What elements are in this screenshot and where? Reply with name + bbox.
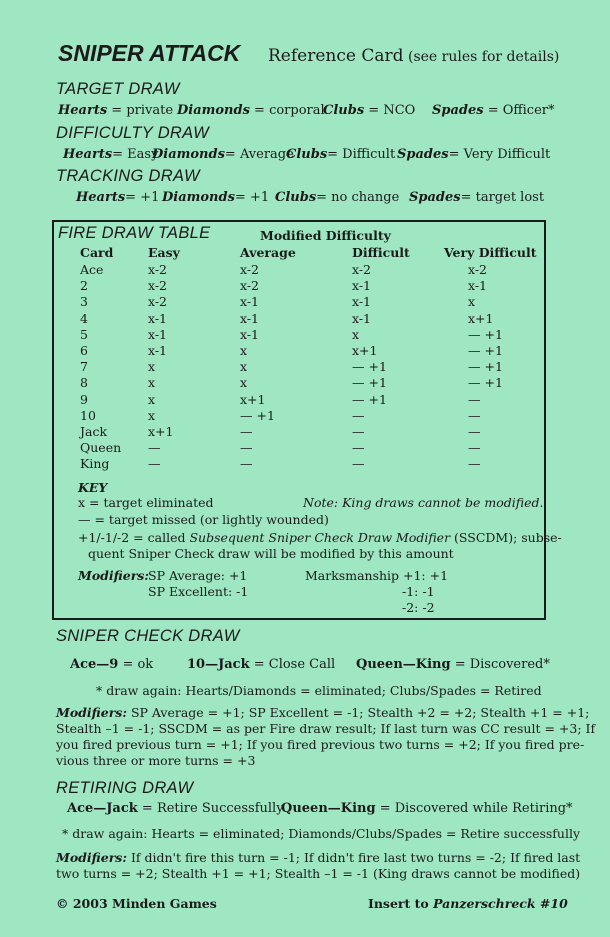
fire-table-result-cell: x-1 bbox=[148, 326, 168, 342]
fire-table-card-cell: Jack bbox=[80, 424, 108, 439]
fire-table-card-cell: 6 bbox=[80, 343, 88, 358]
fire-table-result-cell: — bbox=[240, 424, 253, 439]
mod-marksmanship-m1: -1: -1 bbox=[402, 584, 435, 599]
fire-table-card-cell: 9 bbox=[80, 391, 88, 407]
retiring-discovered: Queen—King = Discovered while Retiring* bbox=[281, 801, 573, 816]
card-subtitle: Reference Card bbox=[268, 46, 404, 66]
sniper-check-modifiers-4: vious three or more turns = +3 bbox=[56, 753, 256, 768]
fire-table-card-cell: 2 bbox=[80, 278, 88, 294]
rules-note: (see rules for details) bbox=[408, 49, 560, 65]
fire-table-result-cell: x+1 bbox=[240, 391, 266, 407]
fire-table-card-cell: 10 bbox=[80, 407, 96, 423]
mod-sp-average: SP Average: +1 bbox=[148, 568, 248, 583]
fire-table-result-cell: — bbox=[240, 456, 253, 472]
fire-table-card-cell: 8 bbox=[80, 375, 88, 391]
fire-table-result-cell: x bbox=[240, 343, 248, 358]
key-sscdm-line-2: quent Sniper Check draw will be modified by this amount bbox=[88, 546, 454, 561]
fire-table-result-cell: x bbox=[468, 294, 476, 310]
fire-table-result-cell: — +1 bbox=[240, 407, 275, 423]
fire-draw-heading: FIRE DRAW TABLE bbox=[58, 224, 211, 242]
difficulty-draw-item: Clubs= Difficult bbox=[286, 147, 396, 162]
fire-table-result-cell: — +1 bbox=[352, 375, 387, 391]
fire-table-card-cell: 4 bbox=[80, 310, 88, 326]
fire-table-card-cell: King bbox=[80, 456, 110, 472]
retiring-success: Ace—Jack = Retire Successfully bbox=[67, 801, 284, 816]
retiring-star-note: * draw again: Hearts = eliminated; Diamonds/Clubs/Spades = Retire successfully bbox=[62, 826, 581, 841]
mod-marksmanship: Marksmanship +1: +1 bbox=[305, 568, 449, 583]
fire-table-result-cell: x-1 bbox=[240, 294, 260, 310]
fire-table-result-cell: x bbox=[148, 359, 156, 375]
column-header-easy: Easy bbox=[148, 245, 180, 260]
tracking-draw-item: Spades= target lost bbox=[409, 190, 545, 205]
retiring-modifiers-1: Modifiers: If didn't fire this turn = -1; If didn't fire last two turns = -2; If fired last bbox=[56, 850, 581, 865]
fire-table-result-cell: x+1 bbox=[468, 310, 494, 326]
fire-table-result-cell: x-1 bbox=[148, 310, 168, 326]
mod-marksmanship-m2: -2: -2 bbox=[402, 600, 435, 615]
fire-table-result-cell: x-1 bbox=[240, 326, 260, 342]
fire-table-result-cell: x bbox=[240, 359, 248, 375]
sniper-check-star-note: * draw again: Hearts/Diamonds = eliminated; Clubs/Spades = Retired bbox=[96, 683, 542, 698]
fire-table-card-cell: 3 bbox=[80, 294, 88, 310]
fire-table-card-cell: 7 bbox=[80, 359, 88, 375]
tracking-draw-item: Clubs= no change bbox=[275, 190, 400, 205]
fire-table-result-cell: — bbox=[468, 440, 481, 456]
sniper-check-discovered: Queen—King = Discovered* bbox=[356, 657, 550, 672]
sniper-check-modifiers-2: Stealth –1 = -1; SSCDM = as per Fire draw result; If last turn was CC result = +3; If bbox=[56, 721, 596, 736]
fire-table-result-cell: x-2 bbox=[148, 278, 168, 294]
retiring-draw-heading: RETIRING DRAW bbox=[56, 779, 194, 797]
fire-table-card-cell: Queen bbox=[80, 440, 122, 456]
target-draw-item: Diamonds = corporal bbox=[177, 103, 325, 118]
fire-table-result-cell: — +1 bbox=[468, 326, 503, 342]
fire-table-result-cell: x-1 bbox=[352, 278, 372, 294]
difficulty-draw-item: Spades= Very Difficult bbox=[397, 147, 551, 162]
fire-table-result-cell: x-1 bbox=[352, 310, 372, 326]
fire-table-card-cell: Ace bbox=[80, 262, 104, 277]
fire-table-result-cell: x-2 bbox=[468, 262, 488, 277]
fire-table-result-cell: — bbox=[148, 456, 161, 472]
sniper-check-modifiers-1: Modifiers: SP Average = +1; SP Excellent = -1; Stealth +2 = +2; Stealth +1 = +1; bbox=[56, 705, 590, 720]
fire-table-result-cell: — +1 bbox=[352, 359, 387, 375]
fire-table-result-cell: — +1 bbox=[468, 359, 503, 375]
fire-table-result-cell: — +1 bbox=[468, 375, 503, 391]
key-target-eliminated: x = target eliminated bbox=[78, 495, 214, 510]
fire-table-result-cell: x-2 bbox=[148, 262, 168, 277]
insert-note: Insert to Panzerschreck #10 bbox=[368, 896, 568, 911]
fire-table-result-cell: — bbox=[352, 456, 365, 472]
fire-table-result-cell: x-2 bbox=[240, 262, 260, 277]
fire-table-result-cell: — bbox=[468, 391, 481, 407]
fire-table-result-cell: x bbox=[352, 326, 360, 342]
fire-table-result-cell: — bbox=[468, 424, 481, 439]
fire-table-result-cell: — bbox=[148, 440, 161, 456]
mod-sp-excellent: SP Excellent: -1 bbox=[148, 584, 249, 599]
fire-table-result-cell: — bbox=[468, 407, 481, 423]
fire-table-result-cell: x-2 bbox=[352, 262, 372, 277]
fire-table-result-cell: x-2 bbox=[240, 278, 260, 294]
sniper-check-close-call: 10—Jack = Close Call bbox=[187, 657, 336, 672]
key-sscdm-line: +1/-1/-2 = called Subsequent Sniper Check Draw Modifier (SSCDM); subse- bbox=[78, 530, 562, 545]
card-title: SNIPER ATTACK bbox=[58, 40, 241, 66]
fire-table-result-cell: x-2 bbox=[148, 294, 168, 310]
fire-table-result-cell: x+1 bbox=[352, 343, 378, 358]
fire-table-card-cell: 5 bbox=[80, 326, 88, 342]
key-heading: KEY bbox=[78, 480, 108, 495]
sniper-check-heading: SNIPER CHECK DRAW bbox=[56, 627, 240, 645]
fire-table-result-cell: x bbox=[148, 375, 156, 391]
tracking-draw-item: Diamonds= +1 bbox=[162, 190, 270, 205]
retiring-modifiers-2: two turns = +2; Stealth +1 = +1; Stealth –1 = -1 (King draws cannot be modified) bbox=[56, 866, 581, 881]
fire-table-result-cell: — bbox=[352, 424, 365, 439]
sniper-check-modifiers-3: you fired previous turn = +1; If you fired previous two turns = +2; If you fired pre- bbox=[56, 737, 585, 752]
copyright: © 2003 Minden Games bbox=[56, 896, 217, 911]
column-header-average: Average bbox=[240, 245, 296, 260]
target-draw-item: Spades = Officer* bbox=[432, 103, 555, 118]
difficulty-draw-heading: DIFFICULTY DRAW bbox=[56, 124, 210, 142]
fire-table-result-cell: x-1 bbox=[148, 343, 168, 358]
fire-table-result-cell: — bbox=[468, 456, 481, 472]
fire-table-result-cell: x-1 bbox=[240, 310, 260, 326]
modified-difficulty-header: Modified Difficulty bbox=[260, 228, 391, 243]
column-header-very-difficult: Very Difficult bbox=[444, 245, 537, 260]
fire-table-result-cell: x+1 bbox=[148, 424, 174, 439]
fire-modifiers-label: Modifiers: bbox=[78, 568, 149, 583]
fire-table-result-cell: — bbox=[240, 440, 253, 456]
column-header-card: Card bbox=[80, 245, 114, 260]
tracking-draw-heading: TRACKING DRAW bbox=[56, 167, 200, 185]
fire-table-result-cell: — bbox=[352, 407, 365, 423]
difficulty-draw-item: Hearts= Easy bbox=[63, 147, 159, 162]
fire-table-result-cell: x bbox=[148, 391, 156, 407]
difficulty-draw-item: Diamonds= Average bbox=[152, 147, 294, 162]
fire-table-result-cell: x-1 bbox=[468, 278, 488, 294]
fire-table-result-cell: x bbox=[240, 375, 248, 391]
fire-table-result-cell: — +1 bbox=[468, 343, 503, 358]
fire-table-result-cell: — +1 bbox=[352, 391, 387, 407]
target-draw-item: Clubs = NCO bbox=[323, 103, 416, 118]
fire-table-result-cell: x bbox=[148, 407, 156, 423]
fire-table-result-cell: — bbox=[352, 440, 365, 456]
fire-table-result-cell: x-1 bbox=[352, 294, 372, 310]
target-draw-item: Hearts = private bbox=[58, 103, 174, 118]
key-target-missed: — = target missed (or lightly wounded) bbox=[78, 512, 329, 527]
column-header-difficult: Difficult bbox=[352, 245, 410, 260]
key-king-note: Note: King draws cannot be modified. bbox=[303, 495, 544, 510]
sniper-check-ok: Ace—9 = ok bbox=[70, 657, 154, 672]
tracking-draw-item: Hearts= +1 bbox=[76, 190, 160, 205]
target-draw-heading: TARGET DRAW bbox=[56, 80, 180, 98]
